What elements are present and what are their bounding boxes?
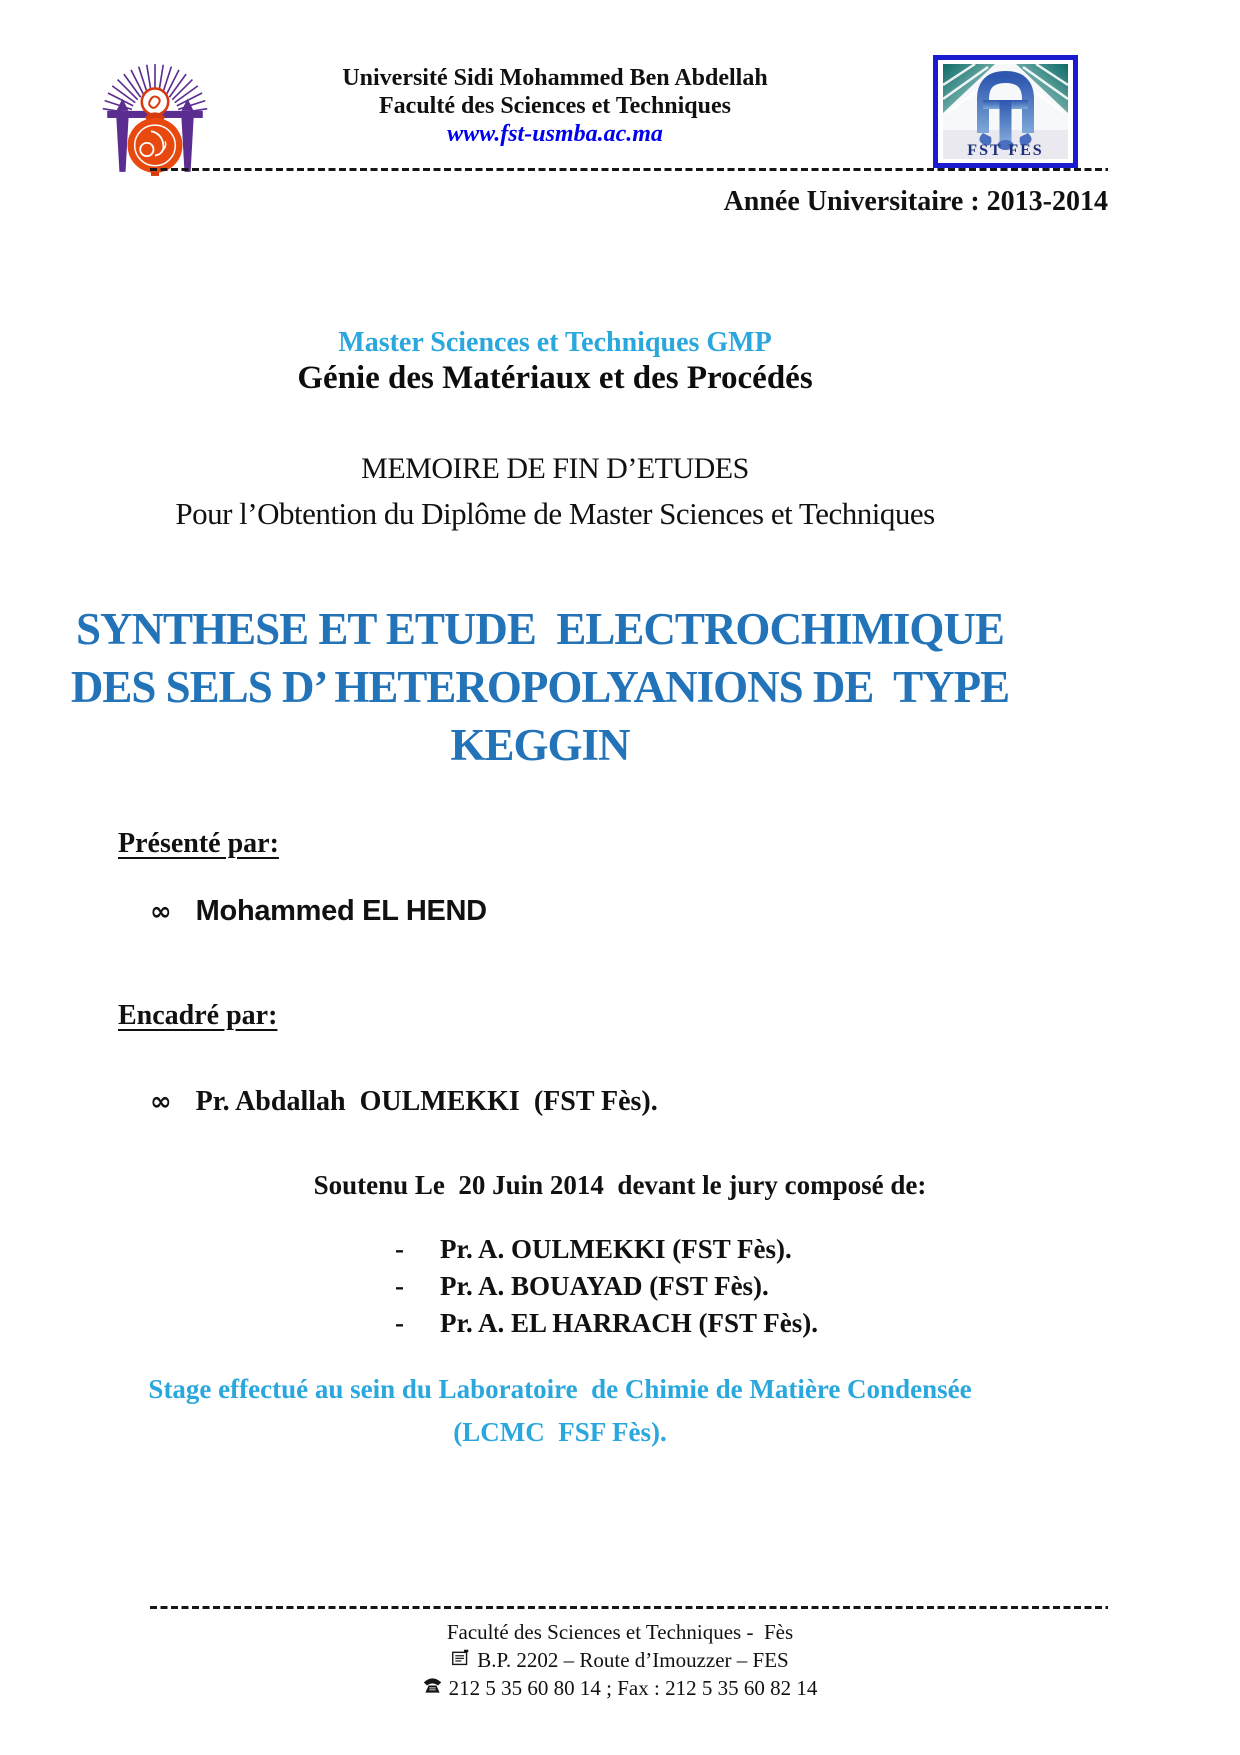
presented-by-label: Présenté par: xyxy=(118,828,279,859)
letterhead xyxy=(240,64,870,149)
master-program: Master Sciences et Techniques GMP xyxy=(338,327,772,358)
faculty-name: Faculté des Sciences et Techniques xyxy=(379,93,731,119)
letter-icon xyxy=(451,1646,470,1674)
website-link[interactable]: www.fst-usmba.ac.ma xyxy=(447,121,663,147)
defense-intro: Soutenu Le 20 Juin 2014 devant le jury composé de: xyxy=(313,1170,927,1200)
top-dashed-divider xyxy=(150,168,1108,171)
academic-year: Année Universitaire : 2013-2014 xyxy=(723,186,1108,217)
telephone-icon xyxy=(423,1674,442,1702)
bottom-dashed-divider xyxy=(150,1606,1108,1609)
jury-member-row xyxy=(395,1271,818,1308)
internship-line1: Stage effectué au sein du Laboratoire de Chimie de Matière Condensée xyxy=(148,1374,972,1404)
jury-member-name: Pr. A. OULMEKKI (FST Fès). xyxy=(440,1234,792,1264)
jury-member-row xyxy=(395,1308,818,1345)
internship-line2: (LCMC FSF Fès). xyxy=(453,1417,667,1447)
memoir-type: MEMOIRE DE FIN D’ETUDES xyxy=(361,452,749,485)
thesis-title-line2: DES SELS D’ HETEROPOLYANIONS DE TYPE xyxy=(70,662,1010,712)
thesis-title-line3: KEGGIN xyxy=(450,720,630,770)
dash-bullet: - xyxy=(395,1234,404,1264)
jury-member-name: Pr. A. EL HARRACH (FST Fès). xyxy=(440,1308,819,1338)
fst-fes-icon xyxy=(933,55,1078,168)
memoir-purpose: Pour l’Obtention du Diplôme de Master Sciences et Techniques xyxy=(175,496,935,531)
presented-by-item xyxy=(150,895,487,928)
fst-fes-logo xyxy=(933,55,1078,168)
supervisor-name: Pr. Abdallah OULMEKKI (FST Fès). xyxy=(195,1086,658,1117)
thesis-title-line1: SYNTHESE ET ETUDE ELECTROCHIMIQUE xyxy=(76,604,1004,654)
student-name: Mohammed EL HEND xyxy=(195,895,487,927)
usmba-emblem-icon xyxy=(93,58,217,180)
supervised-by-item xyxy=(150,1086,658,1118)
jury-member-row xyxy=(395,1234,818,1271)
university-name: Université Sidi Mohammed Ben Abdellah xyxy=(342,65,768,91)
jury-member-name: Pr. A. BOUAYAD (FST Fès). xyxy=(440,1271,769,1301)
dash-bullet: - xyxy=(395,1308,404,1338)
dash-bullet: - xyxy=(395,1271,404,1301)
infinity-bullet-icon: ∞ xyxy=(150,897,172,927)
footer-faculty: Faculté des Sciences et Techniques - Fès xyxy=(446,1620,794,1644)
supervised-by-label: Encadré par: xyxy=(118,1000,278,1031)
usmba-emblem-logo xyxy=(93,58,217,180)
footer-phone: 212 5 35 60 80 14 ; Fax : 212 5 35 60 82 14 xyxy=(448,1676,818,1700)
svg-text:FST FES: FST FES xyxy=(967,142,1044,159)
internship-note xyxy=(60,1368,1060,1454)
program-specialty: Génie des Matériaux et des Procédés xyxy=(297,360,813,396)
footer-address: B.P. 2202 – Route d’Imouzzer – FES xyxy=(477,1648,789,1672)
jury-list xyxy=(395,1234,818,1345)
footer xyxy=(140,1618,1100,1702)
infinity-bullet-icon: ∞ xyxy=(150,1087,172,1117)
thesis-title xyxy=(50,600,1030,774)
